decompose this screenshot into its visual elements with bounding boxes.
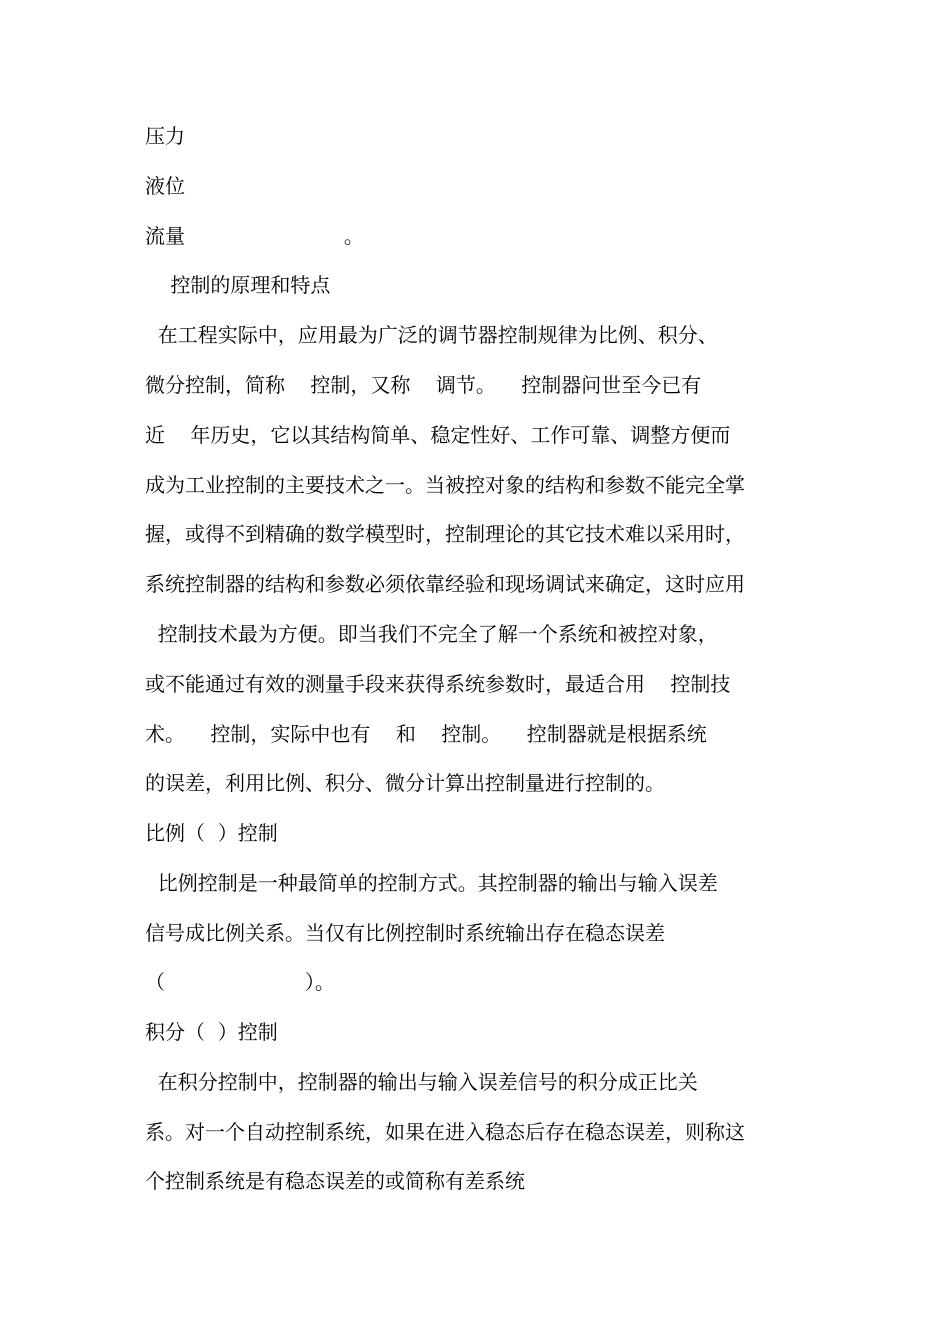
list-item-flow: 流量 。 <box>145 224 364 248</box>
paragraph-line: 握，或得不到精确的数学模型时，控制理论的其它技术难以采用时， <box>145 522 745 546</box>
paragraph-line: 成为工业控制的主要技术之一。当被控对象的结构和参数不能完全掌 <box>145 473 745 497</box>
paragraph-line: 在工程实际中，应用最为广泛的调节器控制规律为比例、积分、 <box>145 323 718 347</box>
subheading-integral: 积分（ ）控制 <box>145 1020 278 1044</box>
paragraph-line: 控制技术最为方便。即当我们不完全了解一个系统和被控对象， <box>145 622 718 646</box>
section-heading: 控制的原理和特点 <box>145 273 331 297</box>
paragraph-line: 个控制系统是有稳态误差的或简称有差系统 <box>145 1169 525 1193</box>
paragraph-line: 系。对一个自动控制系统，如果在进入稳态后存在稳态误差，则称这 <box>145 1120 745 1144</box>
paragraph-line: 或不能通过有效的测量手段来获得系统参数时，最适合用 控制技 <box>145 672 731 696</box>
list-item-level: 液位 <box>145 174 185 198</box>
paragraph-line: 近 年历史，它以其结构简单、稳定性好、工作可靠、调整方便而 <box>145 423 731 447</box>
paragraph-line: 术。 控制，实际中也有 和 控制。 控制器就是根据系统 <box>145 722 707 746</box>
subheading-proportional: 比例（ ）控制 <box>145 821 278 845</box>
paragraph-line: 微分控制，简称 控制，又称 调节。 控制器问世至今已有 <box>145 373 702 397</box>
paragraph-line: （ ）。 <box>145 970 335 994</box>
paragraph-line: 系统控制器的结构和参数必须依靠经验和现场调试来确定，这时应用 <box>145 572 745 596</box>
list-item-pressure: 压力 <box>145 124 185 148</box>
paragraph-line: 比例控制是一种最简单的控制方式。其控制器的输出与输入误差 <box>145 871 718 895</box>
paragraph-line: 的误差，利用比例、积分、微分计算出控制量进行控制的。 <box>145 771 665 795</box>
paragraph-line: 信号成比例关系。当仅有比例控制时系统输出存在稳态误差 <box>145 921 665 945</box>
paragraph-line: 在积分控制中，控制器的输出与输入误差信号的积分成正比关 <box>145 1070 698 1094</box>
